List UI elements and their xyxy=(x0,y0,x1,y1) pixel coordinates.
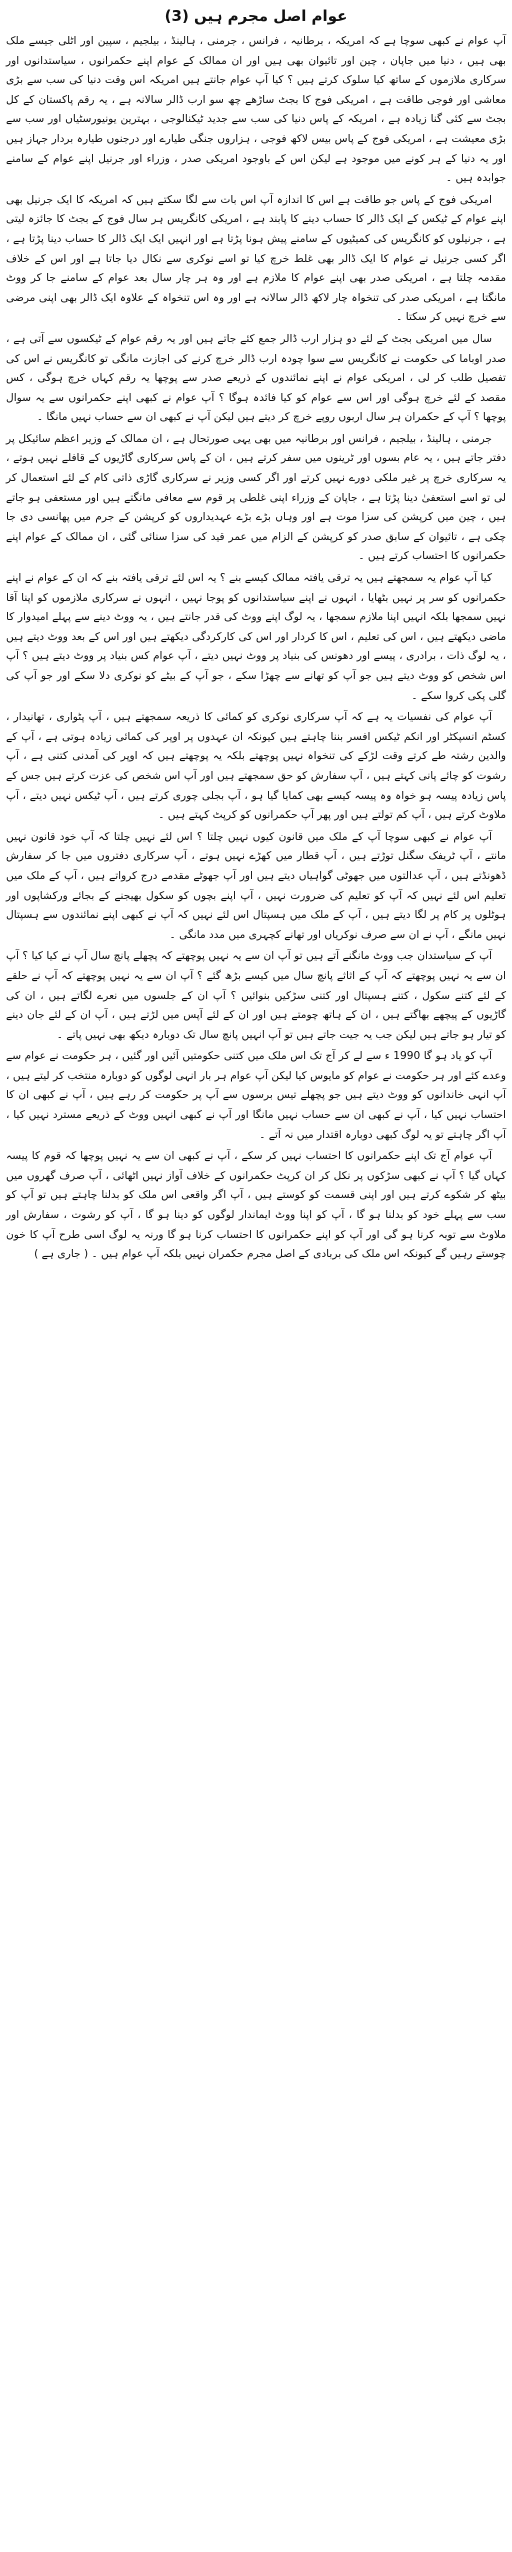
paragraph: جرمنی ، ہالینڈ ، بیلجیم ، فرانس اور برطانیہ میں بھی یہی صورتحال ہے ، ان ممالک کے وزیر اعظم سائیکل پر دفتر جاتے ہیں ، یہ عام بسوں اور ٹرینوں میں سفر کرتے ہیں ، ان کے پاس سرکاری گاڑیوں کے قافلے نہیں ہوتے ، یہ سرکاری خرچ پر غیر ملکی دورے نہیں کرتے اور اگر کسی وزیر نے سرکاری گاڑی ذاتی کام کے لئے استعمال کر لی تو اسے استعفیٰ دینا پڑتا ہے ، جاپان کے وزراء اپنی غلطی پر قوم سے معافی مانگتے ہیں اور مستعفی ہو جاتے ہیں ، چین میں کرپشن کی سزا موت ہے اور وہاں بڑے بڑے عہدیداروں کو کرپشن کے جرم میں پھانسی دی جا چکی ہے ، تائیوان کے سابق صدر کو کرپشن کے الزام میں عمر قید کی سزا سنائی گئی ، ان ممالک کے عوام اپنے حکمرانوں کا احتساب کرتے ہیں ۔ xyxy=(6,432,506,563)
article-headline: عوام اصل مجرم ہیں (3) xyxy=(164,7,348,25)
paragraph: سال میں امریکی بجٹ کے لئے دو ہزار ارب ڈالر جمع کئے جاتے ہیں اور یہ رقم عوام کے ٹیکسوں سے آتی ہے ، صدر اوباما کی حکومت نے کانگریس سے سوا چودہ ارب ڈالر خرچ کرنے کی اجازت مانگی تو کانگریس نے اس کی تفصیل طلب کر لی ، امریکی عوام نے اپنے نمائندوں کے ذریعے صدر سے پوچھا یہ رقم کہاں خرچ ہوگی ، کس مقصد کے لئے خرچ ہوگی اور اس سے عوام کو کیا فائدہ ہوگا ؟ آپ عوام نے کبھی اپنے حکمرانوں سے یہ سوال پوچھا ؟ آپ کے حکمران ہر سال اربوں روپے خرچ کر دیتے ہیں لیکن آپ نے کبھی ان سے حساب نہیں مانگا ۔ xyxy=(6,332,506,424)
paragraph: کیا آپ عوام یہ سمجھتے ہیں یہ ترقی یافتہ ممالک کیسے بنے ؟ یہ اس لئے ترقی یافتہ بنے کہ ان کے عوام نے اپنے حکمرانوں کو سر پر نہیں بٹھایا ، انہوں نے اپنے سیاستدانوں کو پوجا نہیں ، انہوں نے سرکاری ملازموں کو اپنا آقا نہیں سمجھا بلکہ انہیں اپنا ملازم سمجھا ، یہ لوگ اپنے ووٹ کی قدر جانتے ہیں ، یہ ووٹ دینے سے پہلے امیدوار کا ماضی دیکھتے ہیں ، اس کی تعلیم ، اس کا کردار اور اس کی کارکردگی دیکھتے ہیں اور اس کے بعد ووٹ دیتے ہیں ، یہ لوگ ذات ، برادری ، پیسے اور دھونس کی بنیاد پر ووٹ نہیں دیتے ، آپ عوام کس بنیاد پر ووٹ دیتے ہیں ؟ آپ اس شخص کو ووٹ دیتے ہیں جو آپ کو تھانے سے چھڑا سکے ، جو آپ کے بیٹے کو نوکری دلا سکے اور جو آپ کی گلی پکی کروا سکے ۔ xyxy=(6,572,506,702)
paragraph: آپ عوام نے کبھی سوچا آپ کے ملک میں قانون کیوں نہیں چلتا ؟ اس لئے نہیں چلتا کہ آپ خود قانون نہیں مانتے ، آپ ٹریفک سگنل توڑتے ہیں ، آپ قطار میں کھڑے نہیں ہوتے ، آپ سرکاری دفتروں میں جا کر سفارش ڈھونڈتے ہیں ، آپ عدالتوں میں جھوٹی گواہیاں دیتے ہیں اور آپ جھوٹے مقدمے درج کرواتے ہیں ، آپ کے ملک میں تعلیم اس لئے نہیں کہ آپ کو تعلیم کی ضرورت نہیں ، آپ اپنے بچوں کو سکول بھیجنے کے بجائے ورکشاپوں اور ہوٹلوں پر کام پر لگا دیتے ہیں ، آپ کے ملک میں ہسپتال اس لئے نہیں کہ آپ نے کبھی اپنے نمائندوں سے ہسپتال نہیں مانگے ، آپ نے ان سے صرف نوکریاں اور تھانے کچہری میں مدد مانگی ۔ xyxy=(6,830,506,941)
article-body xyxy=(6,32,506,1265)
paragraph: آپ کو یاد ہو گا 1990 ء سے لے کر آج تک اس ملک میں کتنی حکومتیں آئیں اور گئیں ، ہر حکومت نے عوام سے وعدے کئے اور ہر حکومت نے عوام کو مایوس کیا لیکن آپ عوام ہر بار انہی لوگوں کو دوبارہ منتخب کر لیتے ہیں ، آپ انہی خاندانوں کو ووٹ دیتے ہیں جو پچھلے تیس برسوں سے آپ پر حکومت کر رہے ہیں ، آپ نے کبھی ان کا احتساب نہیں کیا ، آپ نے کبھی ان سے حساب نہیں مانگا اور آپ نے کبھی انہیں ووٹ کے ذریعے مسترد نہیں کیا ، آپ اگر چاہتے تو یہ لوگ کبھی دوبارہ اقتدار میں نہ آتے ۔ xyxy=(6,1050,506,1141)
paragraph: آپ عوام نے کبھی سوچا ہے کہ امریکہ ، برطانیہ ، فرانس ، جرمنی ، ہالینڈ ، بیلجیم ، سپین اور اٹلی جیسے ملک بھی ہیں ، دنیا میں جاپان ، چین اور تائیوان بھی ہیں اور ان ممالک کے عوام اپنے حکمرانوں ، سیاستدانوں اور سرکاری ملازموں کے ساتھ کیا سلوک کرتے ہیں ؟ کیا آپ عوام جانتے ہیں امریکہ اس وقت دنیا کی سب سے بڑی معاشی اور فوجی طاقت ہے ، امریکی فوج کا بجٹ ساڑھے چھ سو ارب ڈالر سالانہ ہے ، یہ رقم پاکستان کے کل بجٹ سے کئی گنا زیادہ ہے ، امریکہ کے پاس دنیا کی سب سے جدید ٹیکنالوجی ، بہترین یونیورسٹیاں اور سب سے بڑی معیشت ہے ، امریکی فوج کے پاس بیس لاکھ فوجی ، ہزاروں جنگی طیارے اور درجنوں طیارہ بردار جہاز ہیں اور یہ دنیا کے ہر کونے میں موجود ہے لیکن اس کے باوجود امریکی صدر ، وزراء اور جرنیل اپنے عوام کے سامنے جوابدہ ہیں ۔ xyxy=(6,35,506,185)
paragraph: آپ عوام کی نفسیات یہ ہے کہ آپ سرکاری نوکری کو کمائی کا ذریعہ سمجھتے ہیں ، آپ پٹواری ، تھانیدار ، کسٹم انسپکٹر اور انکم ٹیکس افسر بننا چاہتے ہیں کیونکہ ان عہدوں پر اوپر کی کمائی زیادہ ہوتی ہے ، آپ کے والدین رشتہ طے کرتے وقت لڑکے کی تنخواہ نہیں پوچھتے بلکہ یہ پوچھتے ہیں کہ اوپر کی آمدنی کتنی ہے ، آپ رشوت کو چائے پانی کہتے ہیں ، آپ سفارش کو حق سمجھتے ہیں اور آپ اس شخص کی عزت کرتے ہیں جس کے پاس زیادہ پیسہ ہو خواہ وہ پیسہ کیسے بھی کمایا گیا ہو ، آپ بجلی چوری کرتے ہیں ، آپ ٹیکس نہیں دیتے ، آپ ملاوٹ کرتے ہیں ، آپ کم تولتے ہیں اور پھر آپ حکمرانوں کو کرپٹ کہتے ہیں ۔ xyxy=(6,711,506,822)
paragraph: آپ کے سیاستدان جب ووٹ مانگنے آتے ہیں تو آپ ان سے یہ نہیں پوچھتے کہ پچھلے پانچ سال آپ نے کیا کیا ؟ آپ ان سے یہ نہیں پوچھتے کہ آپ کے اثاثے پانچ سال میں کیسے بڑھ گئے ؟ آپ ان سے یہ نہیں پوچھتے کہ آپ نے حلقے کے لئے کتنے سکول ، کتنے ہسپتال اور کتنی سڑکیں بنوائیں ؟ آپ ان کے جلسوں میں نعرے لگاتے ہیں ، ان کی گاڑیوں کے پیچھے بھاگتے ہیں ، ان کے ہاتھ چومتے ہیں اور ان کے لئے آپس میں لڑتے ہیں ، آپ ان کے لئے جان دینے کو تیار ہو جاتے ہیں لیکن جب یہ جیت جاتے ہیں تو آپ انہیں پانچ سال تک دوبارہ دیکھ بھی نہیں پاتے ۔ xyxy=(6,950,506,1041)
paragraph: آپ عوام آج تک اپنے حکمرانوں کا احتساب نہیں کر سکے ، آپ نے کبھی ان سے یہ نہیں پوچھا کہ قوم کا پیسہ کہاں گیا ؟ آپ نے کبھی سڑکوں پر نکل کر ان کرپٹ حکمرانوں کے خلاف آواز نہیں اٹھائی ، آپ صرف گھروں میں بیٹھ کر شکوے کرتے ہیں اور اپنی قسمت کو کوستے ہیں ، آپ اگر واقعی اس ملک کو بدلنا چاہتے ہیں تو آپ کو سب سے پہلے خود کو بدلنا ہو گا ، آپ کو اپنا ووٹ ایماندار لوگوں کو دینا ہو گا ، آپ کو رشوت ، سفارش اور ملاوٹ سے توبہ کرنا ہو گی اور آپ کو اپنے حکمرانوں کا احتساب کرنا ہو گا ورنہ یہ لوگ اسی طرح آپ کا خون چوستے رہیں گے کیونکہ اس ملک کی بربادی کے اصل مجرم حکمران نہیں بلکہ آپ عوام ہیں ۔ ( جاری ہے ) xyxy=(6,1150,506,1261)
paragraph: امریکی فوج کے پاس جو طاقت ہے اس کا اندازہ آپ اس بات سے لگا سکتے ہیں کہ امریکہ کا ایک جرنیل بھی اپنے عوام کے ٹیکس کے ایک ڈالر کا حساب دینے کا پابند ہے ، امریکی کانگریس ہر سال فوج کے بجٹ کا جائزہ لیتی ہے ، جرنیلوں کو کانگریس کی کمیٹیوں کے سامنے پیش ہونا پڑتا ہے اور انہیں ایک ایک ڈالر کا حساب دینا پڑتا ہے ، اگر کسی جرنیل نے عوام کا ایک ڈالر بھی غلط خرچ کیا تو اسے نوکری سے نکال دیا جاتا ہے اور اس کے خلاف مقدمہ چلتا ہے ، امریکی صدر بھی اپنے عوام کا ملازم ہے اور وہ ہر چار سال بعد عوام کے سامنے جا کر ووٹ مانگتا ہے ، امریکی صدر کی تنخواہ چار لاکھ ڈالر سالانہ ہے اور وہ اس تنخواہ کے علاوہ ایک ڈالر بھی اپنی مرضی سے خرچ نہیں کر سکتا ۔ xyxy=(6,193,506,324)
